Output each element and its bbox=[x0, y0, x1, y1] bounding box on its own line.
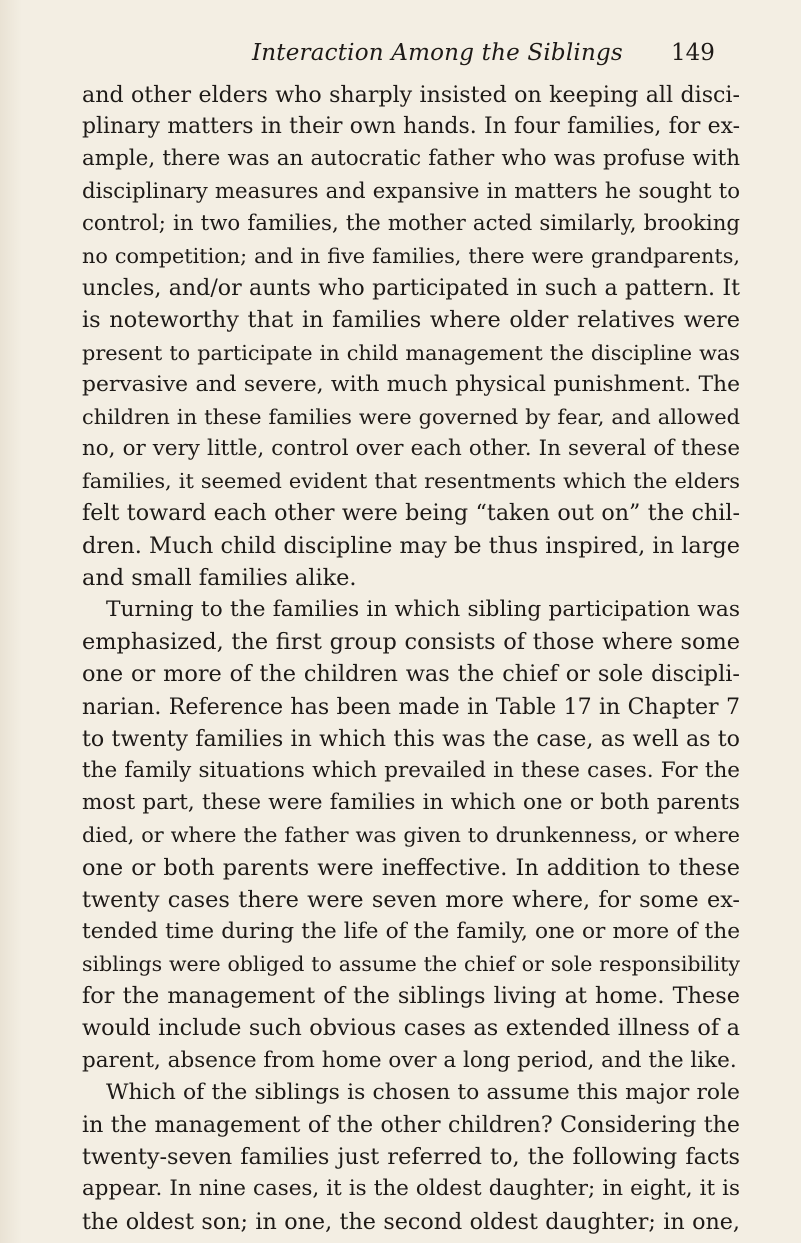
text-line: no competition; and in five families, there were grandparents, bbox=[82, 243, 740, 268]
text-line: siblings were obliged to assume the chief or sole responsibility bbox=[82, 952, 740, 977]
text-line: appear. In nine cases, it is the oldest daughter; in eight, it is bbox=[82, 1176, 740, 1202]
running-head bbox=[0, 40, 801, 74]
text-line: felt toward each other were being “taken out on” the chil- bbox=[82, 500, 740, 527]
page-number: 149 bbox=[671, 40, 715, 66]
text-line: for the management of the siblings living at home. These bbox=[82, 983, 740, 1010]
text-line: present to participate in child management the discipline was bbox=[82, 340, 740, 365]
text-line: parent, absence from home over a long period, and the like. bbox=[82, 1047, 737, 1073]
text-line: twenty-seven families just referred to, the following facts bbox=[82, 1144, 740, 1171]
text-line: children in these families were governed by fear, and allowed bbox=[82, 404, 740, 429]
text-line: in the management of the other children? Considering the bbox=[82, 1112, 740, 1138]
text-line: families, it seemed evident that resentments which the elders bbox=[82, 469, 740, 494]
text-line: disciplinary measures and expansive in matters he sought to bbox=[82, 178, 740, 204]
text-line: one or more of the children was the chief or sole discipli- bbox=[82, 661, 740, 688]
text-line: emphasized, the first group consists of those where some bbox=[82, 629, 740, 656]
text-line: Which of the siblings is chosen to assume this major role bbox=[106, 1079, 740, 1105]
text-line: would include such obvious cases as extended illness of a bbox=[82, 1015, 740, 1042]
text-line: uncles, and/or aunts who participated in such a pattern. It bbox=[82, 275, 740, 302]
text-line: most part, these were families in which one or both parents bbox=[82, 790, 740, 816]
text-line: and other elders who sharply insisted on keeping all disci- bbox=[82, 82, 740, 108]
text-line: died, or where the father was given to drunkenness, or where bbox=[82, 823, 740, 848]
text-line: and small families alike. bbox=[82, 564, 357, 591]
text-line: no, or very little, control over each other. In several of these bbox=[82, 436, 740, 462]
body-text bbox=[82, 79, 740, 1238]
text-line: one or both parents were ineffective. In addition to these bbox=[82, 854, 740, 881]
text-line: Turning to the families in which sibling participation was bbox=[106, 597, 740, 622]
text-line: the oldest son; in one, the second oldest daughter; in one, bbox=[82, 1208, 740, 1235]
text-line: to twenty families in which this was the case, as well as to bbox=[82, 725, 740, 752]
text-line: narian. Reference has been made in Table 17 in Chapter 7 bbox=[82, 693, 740, 720]
text-line: ample, there was an autocratic father who was profuse with bbox=[82, 146, 740, 172]
text-line: plinary matters in their own hands. In four families, for ex- bbox=[82, 114, 740, 140]
text-line: tended time during the life of the family, one or more of the bbox=[82, 918, 740, 944]
text-line: twenty cases there were seven more where, for some ex- bbox=[82, 886, 740, 913]
text-line: is noteworthy that in families where older relatives were bbox=[82, 307, 740, 334]
running-head-title: Interaction Among the Siblings bbox=[252, 40, 623, 66]
text-line: the family situations which prevailed in these cases. For the bbox=[82, 757, 740, 783]
text-line: dren. Much child discipline may be thus inspired, in large bbox=[82, 532, 740, 559]
text-line: pervasive and severe, with much physical punishment. The bbox=[82, 371, 740, 397]
text-line: control; in two families, the mother acted similarly, brooking bbox=[82, 210, 740, 236]
